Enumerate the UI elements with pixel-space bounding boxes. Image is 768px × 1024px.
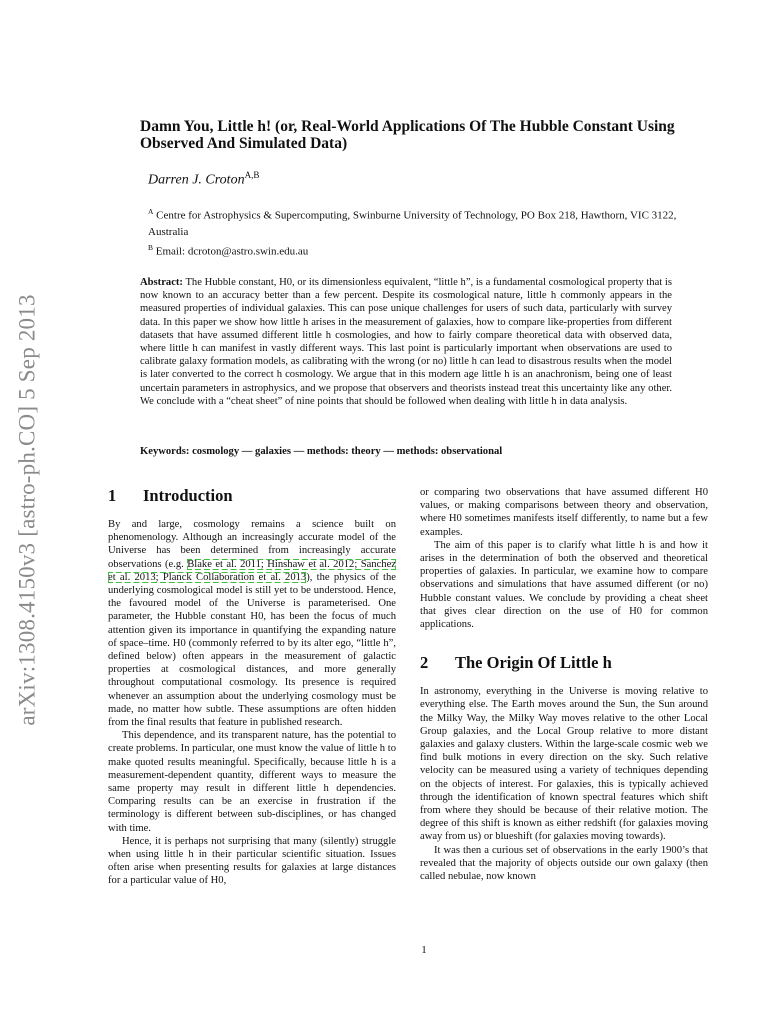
section-number: 2 (420, 653, 429, 673)
arxiv-stamp (14, 272, 42, 748)
section-heading-origin (420, 653, 708, 673)
author (148, 170, 259, 189)
left-column (108, 486, 396, 888)
section-title: The Origin Of Little h (455, 653, 612, 673)
page-number: 1 (421, 944, 427, 956)
affil-b-mark: B (148, 242, 154, 252)
intro-paragraph-1 (108, 518, 396, 729)
citation-link[interactable]: Blake et al. 2011; Hinshaw et al. 2012; Sanchez et al. 2013; Planck Collaboration et al. 2013 (108, 558, 396, 583)
abstract (140, 276, 672, 408)
paper-title: Damn You, Little h! (or, Real-World Applications Of The Hubble Constant Using Observed And Simulated Data) (140, 118, 675, 152)
arxiv-stamp-text: arXiv:1308.4150v3 [astro-ph.CO] 5 Sep 2013 (15, 294, 41, 726)
intro-p1-text-a: By and large, cosmology remains a science built on phenomenology. Although an increasingly accurate model of the Universe has been determined from increasingly accurate observations (e.g. (108, 519, 396, 570)
section-title: Introduction (143, 486, 233, 505)
intro-p1-text-b: ), the physics of the underlying cosmological model is still yet to be understood. Hence, the favoured model of the Universe is parameterised. One parameter, the Hubble constant H0, has been the focus of much attention given its importance in quantifying the expanding nature of space–time. H0 (commonly referred to by its alter ego, “little h”, defined below) often appears in the measurement of galactic properties at cosmological distances, and more generally throughout computational cosmology. Its presence is required whenever an assumption about the underlying cosmology must be made, no matter how subtle. These assumptions are often hidden from the final results that feature in published research. (108, 571, 396, 729)
affiliation-a (148, 204, 688, 240)
author-affil-marks: A,B (244, 170, 260, 180)
intro-paragraph-2: This dependence, and its transparent nature, has the potential to create problems. In particular, one must know the value of little h to make quoted results meaningful. Specifically, because little h is a measurement-dependent quantity, different ways to measure the same property may result in different little h dependencies. Comparing results can be an exercise in frustration if the terminology is different between sub-disciplines, or has changed with time. (108, 730, 396, 834)
section-heading-introduction (108, 486, 396, 506)
origin-paragraph-1: In astronomy, everything in the Universe is moving relative to everything else. The Earth moves around the Sun, the Sun around the Milky Way, the Milky Way moves relative to the other Local Group galaxies, and the Local Group relative to more distant galaxies and galaxy clusters. Within the large-scale cosmic web we find bulk motions in every direction on the sky. Such relative velocity can be measured using a variety of techniques depending on the objects of interest. For galaxies, this is typically achieved through the identification of known spectral features which shift from where they should be because of their relative motion. The degree of this shift is known as either redshift (for galaxies moving away from us) or blueshift (for galaxies moving towards). (420, 686, 708, 843)
intro-paragraph-5: The aim of this paper is to clarify what little h is and how it arises in the determination of both the observed and theoretical properties of galaxies. In particular, we examine how to compare observations and simulations that have assumed different (or no) Hubble constant values. We conclude by providing a cheat sheet that gives clear direction on the use of H0 for common applications. (420, 539, 708, 631)
abstract-text: The Hubble constant, H0, or its dimensionless equivalent, “little h”, is a fundamental cosmological property that is now known to an accuracy better than a few percent. Despite its cosmological nature, little h commonly appears in the measured properties of individual galaxies. This can pose unique challenges for users of such data, particularly with survey data. In this paper we show how little h arises in the measurement of galaxies, how to compare like-properties from different datasets that have assumed different little h cosmologies, and how to fairly compare theoretical data with observed data, where little h can manifest in vastly different ways. This last point is particularly important when observations are used to calibrate galaxy formation models, as calibrating with the wrong (or no) little h can lead to disastrous results when the model is later converted to the correct h cosmology. We argue that in this modern age little h is an anachronism, being one of least uncertain parameters in astrophysics, and we propose that observers and theorists instead treat this uncertainty like any other. We conclude with a “cheat sheet” of nine points that should be followed when dealing with little h in data analysis. (140, 277, 672, 407)
affil-b-email: Email: dcroton@astro.swin.edu.au (155, 245, 309, 258)
origin-paragraph-2: It was then a curious set of observations in the early 1900’s that revealed that the majority of objects outside our own galaxy (then called nebulae, now known (420, 844, 708, 883)
keywords: Keywords: cosmology — galaxies — methods: theory — methods: observational (140, 446, 503, 457)
right-column (420, 486, 708, 883)
section-number: 1 (108, 486, 117, 505)
abstract-label: Abstract: (140, 277, 183, 288)
affiliation-b (148, 240, 688, 260)
affiliations (148, 204, 688, 259)
intro-paragraph-4: or comparing two observations that have assumed different H0 values, or making comparisons between theory and observation, where H0 sometimes manifests itself differently, to name but a few examples. (420, 487, 708, 538)
affil-a-mark: A (148, 207, 154, 216)
author-name: Darren J. Croton (148, 172, 245, 188)
intro-paragraph-3: Hence, it is perhaps not surprising that many (silently) struggle when using little h in their particular scientific situation. Issues often arise when presenting results for galaxies at large distances for a particular value of H0, (108, 835, 396, 887)
affil-a-text: Centre for Astrophysics & Supercomputing, Swinburne University of Technology, PO Box 218, Hawthorn, VIC 3122, Australia (148, 209, 677, 238)
